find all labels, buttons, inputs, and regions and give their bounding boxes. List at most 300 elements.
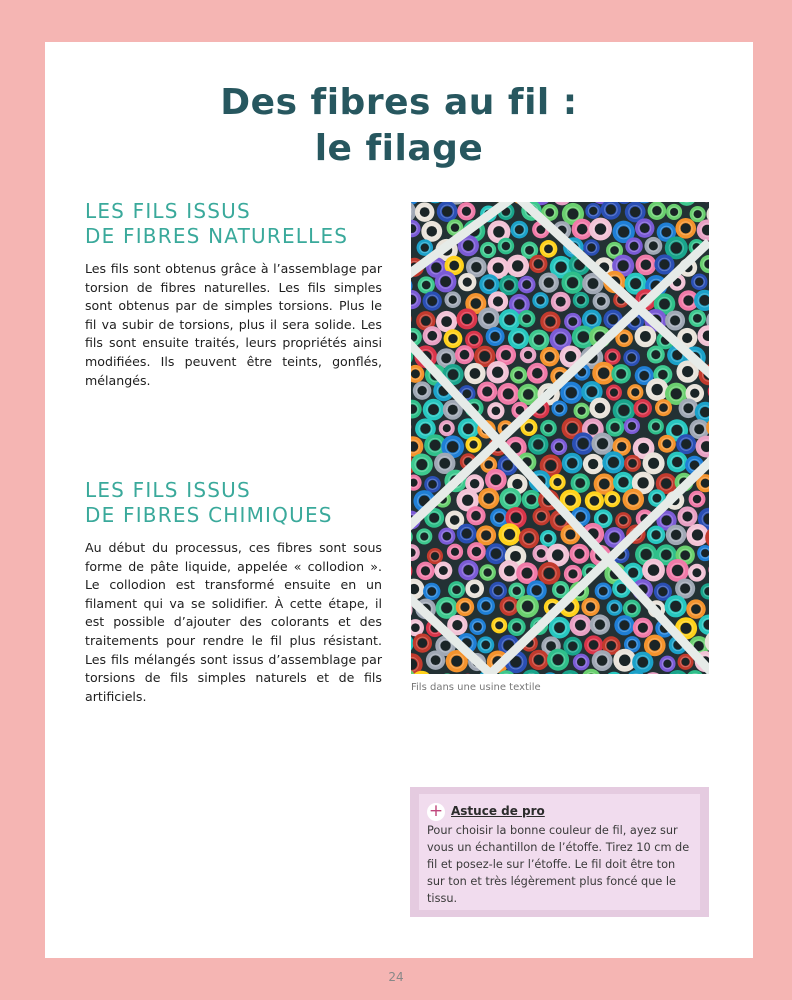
spool-core xyxy=(681,439,691,449)
spool-core xyxy=(610,389,618,397)
spool-core xyxy=(628,422,636,430)
spool-core xyxy=(691,604,701,614)
spool-core xyxy=(680,623,691,634)
spool-core xyxy=(589,207,597,215)
spool-core xyxy=(631,388,639,396)
spool-core xyxy=(427,331,437,341)
spool-core xyxy=(628,494,639,505)
spool-core xyxy=(462,207,471,216)
spool-core xyxy=(641,549,652,560)
spool-core xyxy=(618,405,629,416)
spool-core xyxy=(463,240,474,251)
spool-core xyxy=(484,279,494,289)
spool-core xyxy=(565,530,575,540)
spool-core xyxy=(568,569,577,578)
spool-core xyxy=(578,331,589,342)
spool-core xyxy=(532,368,542,378)
spool-core xyxy=(503,460,513,470)
spool-core xyxy=(544,424,552,432)
spool-core xyxy=(524,351,532,359)
spool-core xyxy=(460,350,470,360)
spool-core xyxy=(630,242,639,251)
spool-core xyxy=(670,315,680,325)
spool-core xyxy=(611,604,619,612)
spool-core xyxy=(555,443,563,451)
spool-core xyxy=(504,529,515,540)
spool-core xyxy=(651,384,662,395)
heading-natural-fibers xyxy=(85,199,348,249)
spool-core xyxy=(504,565,515,576)
thread-spools-image xyxy=(411,202,709,674)
spool-core xyxy=(428,404,439,415)
spool-core xyxy=(616,369,626,379)
spool-core xyxy=(658,587,667,596)
pro-tip-inner xyxy=(419,794,700,910)
spool-core xyxy=(639,371,649,381)
spool-core xyxy=(543,568,554,579)
heading-natural-line1: LES FILS ISSUS xyxy=(85,199,251,223)
spool-core xyxy=(537,549,546,558)
spool-core xyxy=(504,601,514,611)
spool-core xyxy=(566,387,577,398)
spool-core xyxy=(662,227,672,237)
pro-tip-box xyxy=(410,787,709,917)
spool-core xyxy=(462,314,472,324)
spool-core xyxy=(525,246,534,255)
heading-chemical-line1: LES FILS ISSUS xyxy=(85,478,251,502)
spool-core xyxy=(495,513,504,522)
spool-core xyxy=(587,314,597,324)
spool-core xyxy=(640,223,650,233)
spool-core xyxy=(493,226,504,237)
spool-core xyxy=(512,260,523,271)
spool-core xyxy=(441,353,451,363)
spool-core xyxy=(463,565,473,575)
spool-core xyxy=(420,532,428,540)
spool-core xyxy=(651,350,660,359)
spool-core xyxy=(648,564,659,575)
spool-core xyxy=(533,439,543,449)
spool-core xyxy=(524,533,534,543)
spool-core xyxy=(411,623,420,632)
spool-core xyxy=(463,424,474,435)
spool-core xyxy=(428,480,436,488)
spool-core xyxy=(692,568,701,577)
spool-core xyxy=(598,367,609,378)
spool-core xyxy=(485,460,493,468)
spool-core xyxy=(502,242,510,250)
spool-core xyxy=(627,354,635,362)
spool-core xyxy=(649,241,658,250)
spool-core xyxy=(421,316,431,326)
spool-core xyxy=(628,640,636,648)
spool-core xyxy=(683,295,693,305)
spool-core xyxy=(568,641,577,650)
spool-core xyxy=(439,566,448,575)
spool-core xyxy=(555,334,566,345)
spool-core xyxy=(418,638,428,648)
spool-core xyxy=(597,297,606,306)
heading-natural-line2: DE FIBRES NATURELLES xyxy=(85,224,349,248)
spool-core xyxy=(671,242,682,253)
spool-core xyxy=(619,655,630,666)
spool-core xyxy=(431,655,441,665)
spool-core xyxy=(599,514,608,523)
spool-core xyxy=(483,493,494,504)
spool-core xyxy=(522,601,533,612)
spool-core xyxy=(494,586,503,595)
spool-core xyxy=(694,210,702,218)
spool-core xyxy=(482,386,492,396)
spool-core xyxy=(663,660,671,668)
spool-core xyxy=(462,529,472,539)
spool-core xyxy=(608,495,616,503)
spool-core xyxy=(484,568,492,576)
spool-core xyxy=(653,494,662,503)
spool-core xyxy=(555,404,563,412)
spool-core xyxy=(449,261,459,271)
spool-core xyxy=(515,225,524,234)
spool-core xyxy=(439,458,450,469)
spool-core xyxy=(630,278,641,289)
spool-core xyxy=(553,654,564,665)
spool-core xyxy=(417,386,426,395)
spool-core xyxy=(556,585,565,594)
spool-core xyxy=(452,585,461,594)
spool-core xyxy=(512,479,522,489)
paragraph-natural-fibers: Les fils sont obtenus grâce à l’assemblage par torsion de fibres naturelles. Les fils simples sont obtenus par de simples torsions. Plus le fil va subir de torsions, plus il sera solide. Les fils sont ensuite traités, leurs propriétés ainsi modifiées. Ils peuvent être teints, gonflés, mélangés. xyxy=(85,261,382,388)
spool-core xyxy=(638,623,648,633)
spool-core xyxy=(505,493,516,504)
spool-core xyxy=(617,442,626,451)
spool-core xyxy=(420,207,430,217)
spool-core xyxy=(628,459,636,467)
spool-core xyxy=(565,351,576,362)
spool-core xyxy=(501,350,511,360)
spool-core xyxy=(448,334,457,343)
page-title xyxy=(45,80,753,172)
spool-core xyxy=(416,459,427,470)
spool-core xyxy=(682,511,692,521)
spool-core xyxy=(552,549,564,561)
spool-core xyxy=(450,515,460,525)
spool-core xyxy=(637,477,648,488)
spool-core xyxy=(640,331,651,342)
spool-core xyxy=(608,315,618,325)
spool-core xyxy=(595,620,605,630)
thread-spools-photo xyxy=(411,202,709,674)
spool-core xyxy=(441,316,452,327)
spool-core xyxy=(479,351,490,362)
spool-core xyxy=(649,640,660,651)
spool-core xyxy=(661,515,671,525)
spool-core xyxy=(421,566,430,575)
spool-core xyxy=(586,602,595,611)
spool-core xyxy=(661,550,672,561)
spool-core xyxy=(627,604,636,613)
spool-core xyxy=(537,512,546,521)
photo-caption: Fils dans une usine textile xyxy=(411,682,541,693)
spool-core xyxy=(441,602,452,613)
spool-core xyxy=(599,479,610,490)
spool-core xyxy=(472,547,481,556)
spool-core xyxy=(546,208,554,216)
spool-core xyxy=(577,296,585,304)
spool-core xyxy=(619,620,629,630)
spool-core xyxy=(637,657,648,668)
spool-core xyxy=(608,457,619,468)
spool-core xyxy=(440,641,450,651)
spool-core xyxy=(567,458,577,468)
spool-core xyxy=(587,424,598,435)
spool-core xyxy=(575,478,585,488)
spool-core xyxy=(503,388,514,399)
spool-core xyxy=(431,262,441,272)
spool-core xyxy=(431,552,439,560)
spool-core xyxy=(567,277,578,288)
spool-core xyxy=(610,246,619,255)
spool-core xyxy=(427,296,437,306)
spool-core xyxy=(481,530,491,540)
spool-core xyxy=(504,280,514,290)
spool-core xyxy=(577,658,585,666)
spool-core xyxy=(618,260,629,271)
spool-core xyxy=(510,551,521,562)
spool-core xyxy=(588,459,598,469)
spool-core xyxy=(595,223,606,234)
spool-core xyxy=(617,584,626,593)
spool-core xyxy=(534,655,544,665)
spool-core xyxy=(470,584,479,593)
spool-core xyxy=(610,423,619,432)
spool-core xyxy=(578,438,589,449)
spool-core xyxy=(661,478,671,488)
spool-core xyxy=(469,441,477,449)
spool-core xyxy=(534,335,544,345)
spool-core xyxy=(567,208,578,219)
spool-core xyxy=(554,622,565,633)
spool-core xyxy=(490,332,500,342)
spool-core xyxy=(513,587,521,595)
spool-core xyxy=(470,368,481,379)
spool-core xyxy=(513,333,524,344)
spool-core xyxy=(493,296,503,306)
spool-core xyxy=(429,513,439,523)
spool-core xyxy=(471,262,481,272)
spool-core xyxy=(430,440,441,451)
spool-core xyxy=(532,585,542,595)
spool-core xyxy=(694,424,704,434)
spool-core xyxy=(683,403,693,413)
spool-core xyxy=(555,262,566,273)
spool-core xyxy=(511,512,522,523)
spool-core xyxy=(587,243,595,251)
spool-core xyxy=(452,620,462,630)
spool-core xyxy=(628,568,638,578)
spool-core xyxy=(495,621,503,629)
spool-core xyxy=(693,495,701,503)
spool-core xyxy=(534,259,543,268)
spool-core xyxy=(493,262,504,273)
spool-core xyxy=(544,534,552,542)
pro-tip-title: Astuce de pro xyxy=(451,804,545,818)
spool-core xyxy=(641,260,651,270)
spool-core xyxy=(659,299,670,310)
spool-core xyxy=(422,281,431,290)
spool-core xyxy=(462,495,473,506)
spool-core xyxy=(658,370,668,380)
spool-core xyxy=(701,549,709,557)
spool-core xyxy=(492,406,501,415)
spool-core xyxy=(609,532,619,542)
spool-core xyxy=(481,601,490,610)
spool-core xyxy=(630,207,640,217)
spool-core xyxy=(544,278,554,288)
spool-core xyxy=(680,550,690,560)
spool-core xyxy=(651,530,660,539)
spool-core xyxy=(597,655,607,665)
spool-core xyxy=(574,549,584,559)
spool-core xyxy=(448,405,458,415)
spool-core xyxy=(514,299,524,309)
spool-core xyxy=(470,335,479,344)
spool-core xyxy=(618,226,629,237)
spool-core xyxy=(490,474,501,485)
spool-core xyxy=(449,296,457,304)
spool-core xyxy=(690,389,699,398)
spool-core xyxy=(451,656,462,667)
spool-core xyxy=(587,386,598,397)
spool-core xyxy=(484,246,492,254)
spool-core xyxy=(682,366,693,377)
pro-tip-text: Pour choisir la bonne couleur de fil, ayez sur vous un échantillon de l’étoffe. Tirez 10 cm de fil et posez-le sur l’étoffe. Le fil doit être ton sur ton et très légèrement plus foncé que le tissu. xyxy=(427,824,690,905)
spool-core xyxy=(483,313,494,324)
spool-core xyxy=(536,296,544,304)
spool-core xyxy=(525,423,534,432)
spool-core xyxy=(451,223,459,231)
spool-core xyxy=(491,548,501,558)
spool-core xyxy=(492,367,503,378)
spool-core xyxy=(662,439,671,448)
spool-core xyxy=(575,620,586,631)
spool-core xyxy=(451,548,459,556)
spool-core xyxy=(553,478,561,486)
spool-core xyxy=(471,511,481,521)
spool-core xyxy=(608,353,616,361)
spool-core xyxy=(670,208,678,216)
spool-core xyxy=(443,532,452,541)
heading-chemical-line2: DE FIBRES CHIMIQUES xyxy=(85,503,333,527)
spool-core xyxy=(442,206,452,216)
spool-core xyxy=(659,403,668,412)
spool-core xyxy=(512,623,521,632)
spool-core xyxy=(577,224,588,235)
spool-core xyxy=(427,226,437,236)
spool-core xyxy=(607,641,616,650)
spool-core xyxy=(619,516,627,524)
spool-core xyxy=(671,530,681,540)
spool-core xyxy=(599,587,608,596)
page-title-line2: le filage xyxy=(314,128,484,169)
spool-core xyxy=(672,565,683,576)
spool-core xyxy=(680,584,690,594)
spool-core xyxy=(590,496,600,506)
spool-core xyxy=(411,369,420,378)
spool-core xyxy=(659,259,669,269)
spool-core xyxy=(695,278,703,286)
spool-core xyxy=(618,477,628,487)
spool-core xyxy=(682,333,692,343)
spool-core xyxy=(471,298,482,309)
spool-core xyxy=(448,369,459,380)
paragraph-chemical-fibers: Au début du processus, ces fibres sont sous forme de pâte liquide, appelée « collodion ». Le collodion est transformé ensuite en un filament qui va se solidifier. À cette étape, il est possible d’ajouter des colorants et des traitements pour rendre le fil plus résistant. Les fils mélangés sont issus d’assemblage par torsions de fils simples naturels et de fils artificiels. xyxy=(85,540,382,704)
spool-core xyxy=(638,443,649,454)
spool-core xyxy=(523,389,534,400)
spool-core xyxy=(606,204,616,214)
spool-core xyxy=(420,424,430,434)
spool-core xyxy=(522,314,531,323)
spool-core xyxy=(443,424,451,432)
spool-core xyxy=(578,407,586,415)
spool-core xyxy=(682,658,690,666)
spool-core xyxy=(544,244,553,253)
spool-core xyxy=(545,460,556,471)
spool-core xyxy=(652,206,661,215)
spool-core xyxy=(652,422,660,430)
spool-core xyxy=(671,388,682,399)
spool-core xyxy=(620,334,629,343)
spool-core xyxy=(545,316,555,326)
spool-core xyxy=(597,438,608,449)
plus-icon: + xyxy=(428,801,444,821)
spool-core xyxy=(463,278,472,287)
spool-core xyxy=(504,314,515,325)
spool-core xyxy=(567,423,578,434)
spool-core xyxy=(440,276,451,287)
spool-core xyxy=(481,641,490,650)
spool-core xyxy=(638,404,647,413)
spool-core xyxy=(427,587,436,596)
spool-core xyxy=(589,640,599,650)
spool-core xyxy=(595,403,606,414)
spool-core xyxy=(545,352,555,362)
spool-core xyxy=(681,223,691,233)
page-number: 24 xyxy=(388,970,404,984)
spool-core xyxy=(588,278,599,289)
spool-core xyxy=(648,458,659,469)
spool-core xyxy=(460,602,469,611)
spool-core xyxy=(527,495,537,505)
spool-core xyxy=(692,529,703,540)
spool-core xyxy=(514,371,523,380)
spool-core xyxy=(671,425,682,436)
spool-core xyxy=(672,457,682,467)
spool-core xyxy=(470,479,479,488)
page xyxy=(45,42,753,958)
spool-core xyxy=(473,622,481,630)
spool-core xyxy=(522,568,533,579)
spool-core xyxy=(565,495,576,506)
spool-core xyxy=(421,244,429,252)
spool-core xyxy=(693,314,702,323)
spool-core xyxy=(670,601,681,612)
spool-core xyxy=(447,441,458,452)
heading-chemical-fibers xyxy=(85,478,333,528)
spool-core xyxy=(556,297,566,307)
page-title-line1: Des fibres au fil : xyxy=(220,82,578,123)
spool-core xyxy=(568,317,577,326)
spool-core xyxy=(522,280,531,289)
